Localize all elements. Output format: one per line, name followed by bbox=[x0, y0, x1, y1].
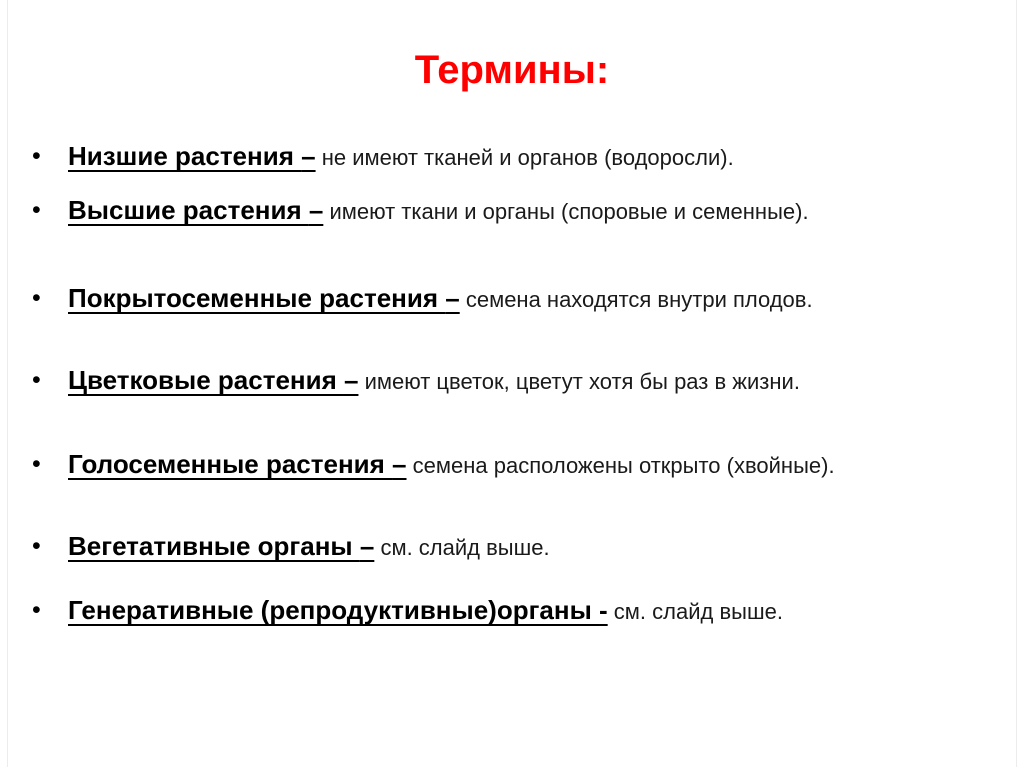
list-item bbox=[28, 592, 948, 630]
term-dash: – bbox=[392, 449, 407, 479]
term-name: Покрытосеменные растения bbox=[68, 283, 446, 313]
term-dash: – bbox=[343, 365, 359, 395]
list-item bbox=[28, 192, 948, 230]
term-definition: семена находятся внутри плодов. bbox=[459, 287, 813, 312]
term-name: Вегетативные органы bbox=[68, 531, 360, 561]
term-dash: - bbox=[599, 595, 608, 625]
term-name: Генеративные (репродуктивные)органы bbox=[68, 595, 600, 625]
term-name: Низшие растения bbox=[68, 141, 302, 171]
term-name: Голосеменные растения bbox=[68, 449, 393, 479]
list-item bbox=[28, 138, 948, 176]
term-name: Цветковые растения bbox=[68, 365, 344, 395]
term-definition: не имеют тканей и органов (водоросли). bbox=[315, 145, 734, 170]
term-dash: – bbox=[301, 141, 316, 171]
list-item bbox=[28, 280, 948, 318]
term-definition: см. слайд выше. bbox=[607, 599, 783, 624]
slide bbox=[7, 0, 1017, 767]
term-dash: – bbox=[359, 531, 375, 561]
bullet-icon: • bbox=[32, 450, 41, 478]
term-dash: – bbox=[445, 283, 460, 313]
bullet-icon: • bbox=[32, 196, 41, 224]
bullet-icon: • bbox=[32, 596, 41, 624]
bullet-icon: • bbox=[32, 532, 41, 560]
list-item bbox=[28, 362, 948, 400]
bullet-icon: • bbox=[32, 142, 41, 170]
slide-title: Термины: bbox=[414, 48, 610, 92]
bullet-icon: • bbox=[32, 284, 41, 312]
term-definition: имеют ткани и органы (споровые и семенные). bbox=[323, 199, 809, 224]
list-item bbox=[28, 528, 948, 566]
term-definition: имеют цветок, цветут хотя бы раз в жизни. bbox=[358, 369, 800, 394]
list-item bbox=[28, 446, 948, 484]
term-name: Высшие растения bbox=[68, 195, 309, 225]
term-dash: – bbox=[308, 195, 324, 225]
bullet-icon: • bbox=[32, 366, 41, 394]
term-definition: семена расположены открыто (хвойные). bbox=[406, 453, 835, 478]
term-definition: см. слайд выше. bbox=[374, 535, 550, 560]
